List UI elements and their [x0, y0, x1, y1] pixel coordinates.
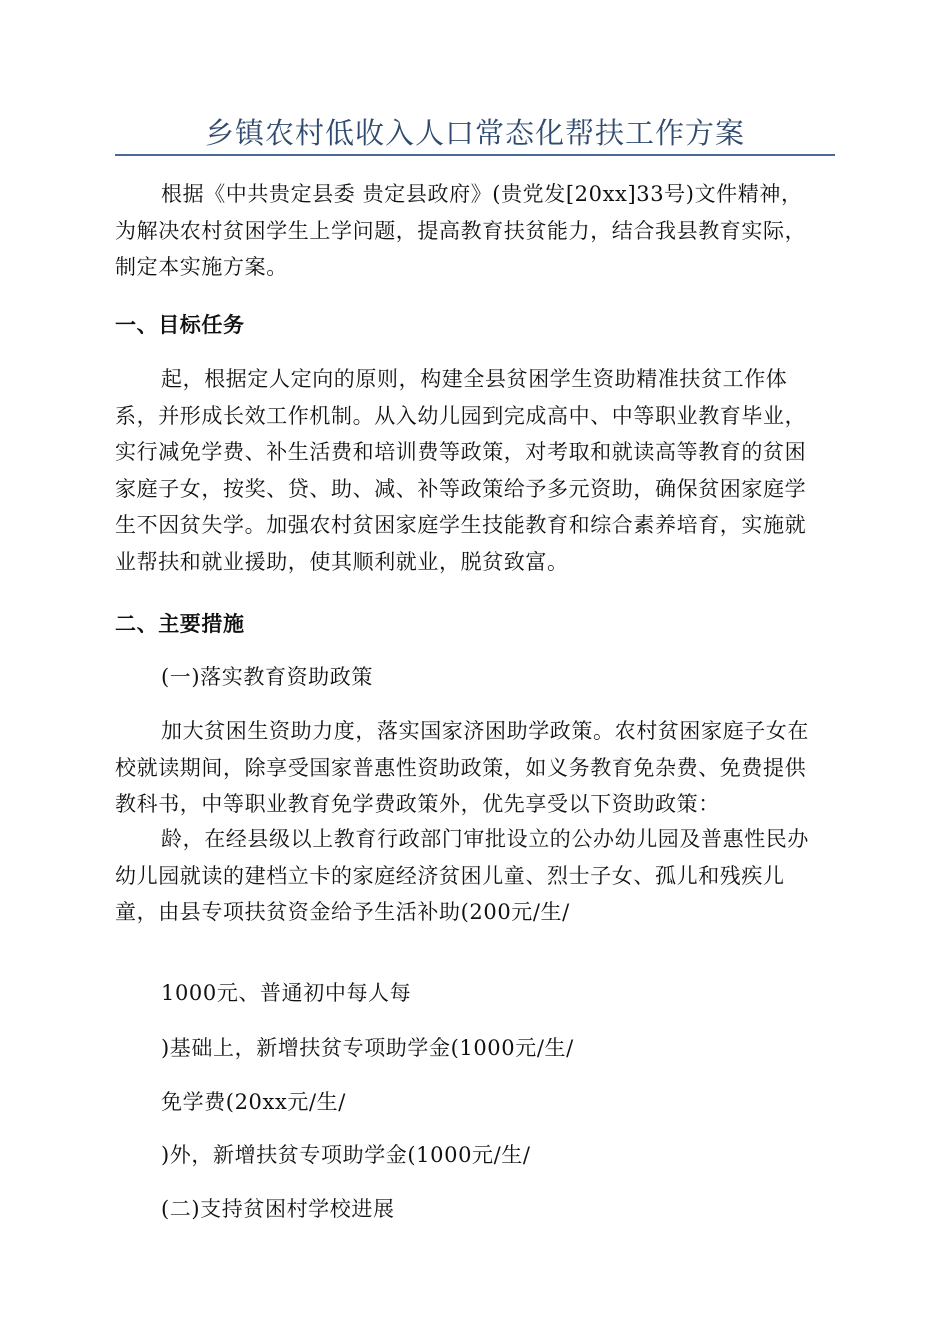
preschool-line: 童，由县专项扶贫资金给予生活补助(200元/生/: [115, 900, 570, 924]
goals-line: 起，根据定人定向的原则，构建全县贫困学生资助精准扶贫工作体: [161, 367, 788, 391]
section-heading-goals: 一、目标任务: [115, 313, 245, 337]
policy-paragraph: [115, 713, 835, 823]
goals-line: 系，并形成长效工作机制。从入幼儿园到完成高中、中等职业教育毕业，: [115, 403, 807, 428]
intro-line: 为解决农村贫困学生上学问题，提高教育扶贫能力，结合我县教育实际，: [115, 218, 807, 243]
fragment-line: 免学费(20xx元/生/: [161, 1090, 346, 1114]
intro-line: 制定本实施方案。: [115, 255, 288, 279]
fragment-line: 1000元、普通初中每人每: [161, 981, 412, 1005]
policy-line: 加大贫困生资助力度，落实国家济困助学政策。农村贫困家庭子女在: [161, 719, 809, 743]
goals-line: 家庭子女，按奖、贷、助、减、补等政策给予多元资助，确保贫困家庭学: [115, 476, 807, 501]
goals-line: 生不因贫失学。加强农村贫困家庭学生技能教育和综合素养培育，实施就: [115, 513, 807, 537]
preschool-line: 幼儿园就读的建档立卡的家庭经济贫困儿童、烈士子女、孤儿和残疾儿: [115, 863, 785, 888]
goals-paragraph: [115, 361, 835, 580]
preschool-paragraph: [115, 821, 835, 931]
title-underline: [115, 154, 835, 156]
document-title: 乡镇农村低收入人口常态化帮扶工作方案: [204, 116, 745, 150]
preschool-line: 龄，在经县级以上教育行政部门审批设立的公办幼儿园及普惠性民办: [161, 827, 809, 851]
policy-line: 教科书，中等职业教育免学费政策外，优先享受以下资助政策：: [115, 792, 720, 816]
fragment-line: )基础上，新增扶贫专项助学金(1000元/生/: [161, 1036, 574, 1060]
fragment-line: )外，新增扶贫专项助学金(1000元/生/: [161, 1143, 531, 1167]
section-heading-measures: 二、主要措施: [115, 612, 245, 636]
intro-line: 根据《中共贵定县委 贵定县政府》(贵党发[20xx]33号)文件精神，: [161, 182, 803, 206]
goals-line: 业帮扶和就业援助，使其顺利就业，脱贫致富。: [115, 549, 569, 574]
subsection-heading-poor-village-schools: (二)支持贫困村学校进展: [161, 1197, 395, 1221]
subsection-heading-funding-policy: (一)落实教育资助政策: [161, 665, 373, 689]
policy-line: 校就读期间，除享受国家普惠性资助政策，如义务教育免杂费、免费提供: [115, 755, 807, 780]
intro-paragraph: [115, 176, 835, 286]
goals-line: 实行减免学费、补生活费和培训费等政策，对考取和就读高等教育的贫困: [115, 440, 807, 464]
